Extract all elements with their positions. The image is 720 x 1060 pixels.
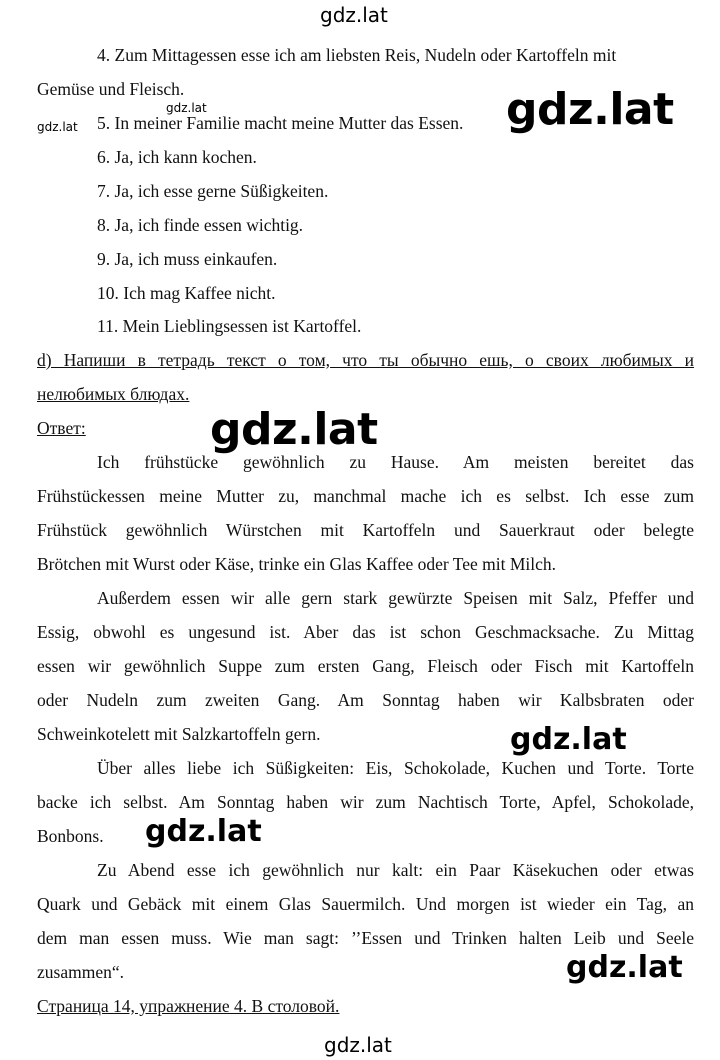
task-line-1: d) Напиши в тетрадь текст о том, что ты обычно ешь, о своих любимых и <box>37 350 694 370</box>
watermark-mid-bottom: gdz.lat <box>566 950 683 985</box>
watermark-mid-right: gdz.lat <box>510 722 627 757</box>
paragraph-1-line-2: Frühstückessen meine Mutter zu, manchmal mache ich es selbst. Ich esse zum <box>37 486 694 506</box>
watermark-small-mid: gdz.lat <box>166 101 207 115</box>
watermark-small-left: gdz.lat <box>37 120 78 134</box>
paragraph-4-line-4: zusammen“. <box>37 962 124 982</box>
paragraph-4-line-3: dem man essen muss. Wie man sagt: ’’Essen und Trinken halten Leib und Seele <box>37 928 694 948</box>
paragraph-4-line-1: Zu Abend esse ich gewöhnlich nur kalt: ein Paar Käsekuchen oder etwas <box>97 860 694 880</box>
list-item-9: 9. Ja, ich muss einkaufen. <box>97 249 278 269</box>
paragraph-3-line-3: Bonbons. <box>37 826 104 846</box>
paragraph-2-line-5: Schweinkotelett mit Salzkartoffeln gern. <box>37 724 321 744</box>
paragraph-1-line-4: Brötchen mit Wurst oder Käse, trinke ein Glas Kaffee oder Tee mit Milch. <box>37 554 557 574</box>
watermark-mid-left: gdz.lat <box>145 814 262 849</box>
list-item-5: 5. In meiner Familie macht meine Mutter das Essen. <box>97 113 464 133</box>
task-line-2: нелюбимых блюдах. <box>37 384 190 404</box>
next-exercise-link[interactable]: Страница 14, упражнение 4. В столовой. <box>37 996 340 1016</box>
paragraph-3-line-1: Über alles liebe ich Süßigkeiten: Eis, Schokolade, Kuchen und Torte. Torte <box>97 758 694 778</box>
list-item-6: 6. Ja, ich kann kochen. <box>97 147 257 167</box>
answer-label: Ответ: <box>37 418 86 438</box>
watermark-top: gdz.lat <box>320 3 388 27</box>
paragraph-3-line-2: backe ich selbst. Am Sonntag haben wir zum Nachtisch Torte, Apfel, Schokolade, <box>37 792 694 812</box>
watermark-bottom: gdz.lat <box>324 1033 392 1057</box>
list-item-7: 7. Ja, ich esse gerne Süßigkeiten. <box>97 181 329 201</box>
paragraph-1-line-3: Frühstück gewöhnlich Würstchen mit Kartoffeln und Sauerkraut oder belegte <box>37 520 694 540</box>
list-item-8: 8. Ja, ich finde essen wichtig. <box>97 215 304 235</box>
list-item-4-line-1: 4. Zum Mittagessen esse ich am liebsten Reis, Nudeln oder Kartoffeln mit <box>97 45 617 65</box>
list-item-10: 10. Ich mag Kaffee nicht. <box>97 283 276 303</box>
paragraph-2-line-2: Essig, obwohl es ungesund ist. Aber das ist schon Geschmacksache. Zu Mittag <box>37 622 694 642</box>
paragraph-4-line-2: Quark und Gebäck mit einem Glas Sauermilch. Und morgen ist wieder ein Tag, an <box>37 894 694 914</box>
paragraph-2-line-3: essen wir gewöhnlich Suppe zum ersten Gang, Fleisch oder Fisch mit Kartoffeln <box>37 656 694 676</box>
paragraph-2-line-1: Außerdem essen wir alle gern stark gewürzte Speisen mit Salz, Pfeffer und <box>97 588 694 608</box>
watermark-big-right: gdz.lat <box>506 84 674 135</box>
paragraph-1-line-1: Ich frühstücke gewöhnlich zu Hause. Am meisten bereitet das <box>97 452 694 472</box>
list-item-4-line-2: Gemüse und Fleisch. <box>37 79 185 99</box>
watermark-big-answer: gdz.lat <box>210 404 378 455</box>
paragraph-2-line-4: oder Nudeln zum zweiten Gang. Am Sonntag haben wir Kalbsbraten oder <box>37 690 694 710</box>
list-item-11: 11. Mein Lieblingsessen ist Kartoffel. <box>97 316 362 336</box>
